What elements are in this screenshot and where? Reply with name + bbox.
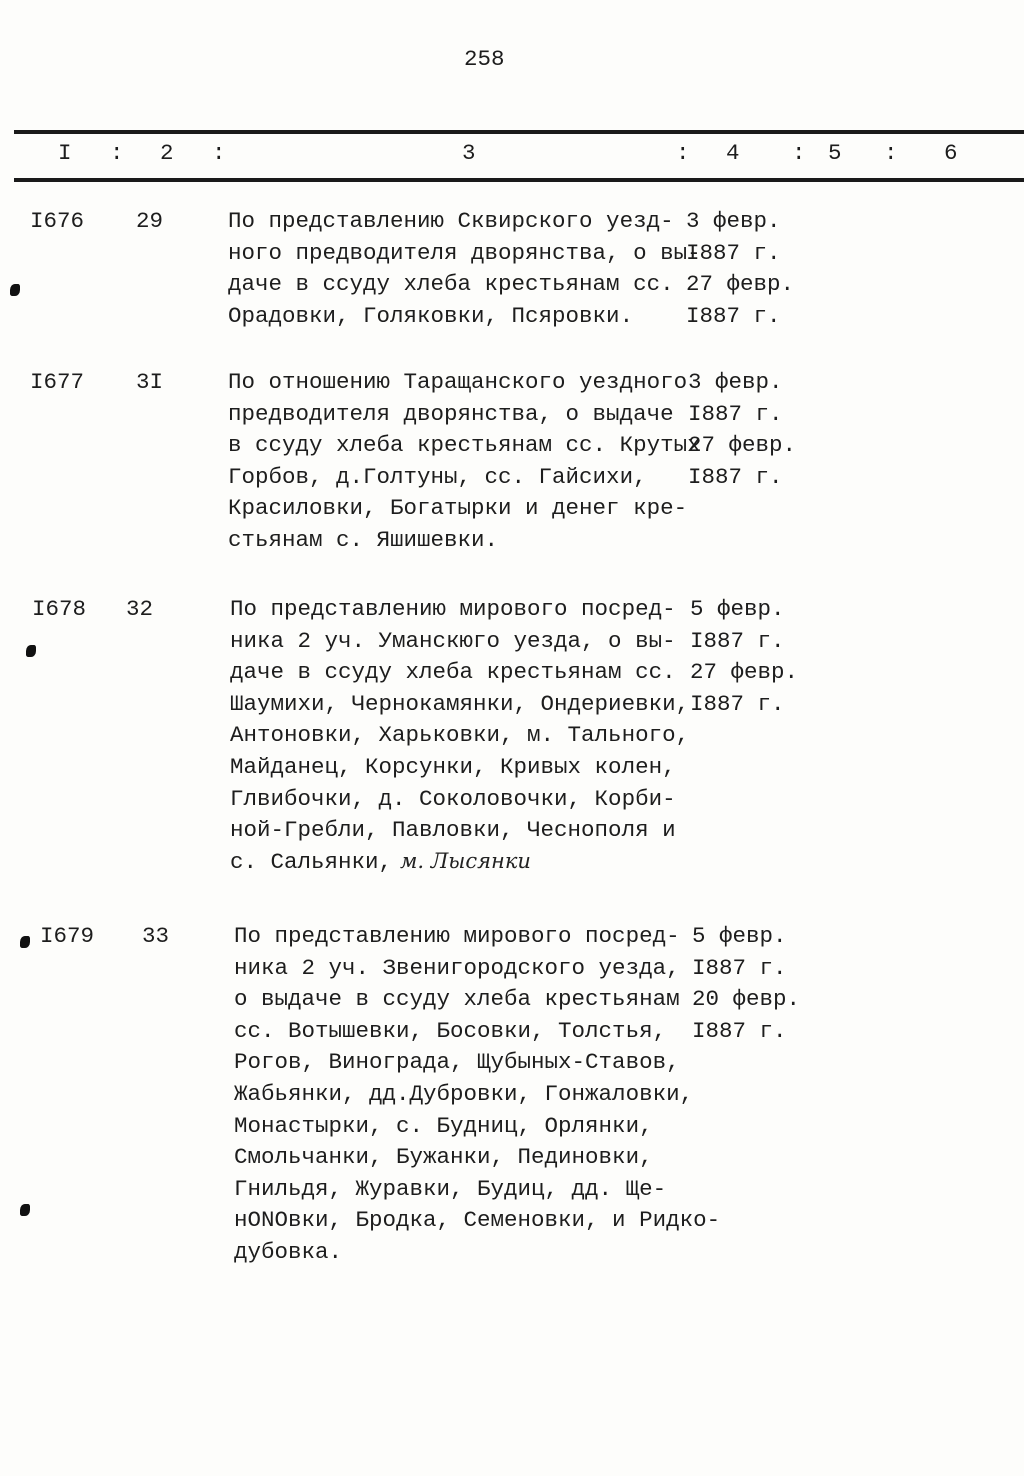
- entry-number: I679: [40, 923, 95, 949]
- description-line: о выдаче в ссуду хлеба крестьянам: [234, 986, 680, 1013]
- description-line: ника 2 уч. Звенигородского уезда,: [234, 954, 680, 981]
- description-line: Красиловки, Богатырки и денег кре-: [228, 495, 688, 522]
- description-line: Рогов, Винограда, Щубыных-Ставов,: [234, 1049, 680, 1076]
- entry-description: [228, 206, 701, 332]
- description-line: По представлению Сквирского уезд-: [228, 208, 674, 234]
- punch-mark: [20, 1204, 30, 1216]
- description-line: ника 2 уч. Уманскюго уезда, о вы-: [230, 627, 676, 654]
- entry-dates: [688, 367, 796, 493]
- description-line: По представлению мирового посред-: [230, 596, 676, 622]
- description-line: дубовка.: [234, 1238, 343, 1265]
- col-header-3: 3: [462, 140, 476, 166]
- description-line: Жабьянки, дд.Дубровки, Гонжаловки,: [234, 1080, 694, 1107]
- description-line: ного предводителя дворянства, о вы-: [228, 239, 701, 266]
- entry-description: [228, 367, 701, 557]
- date-line: 27 февр.: [686, 271, 795, 298]
- description-line: Глвибочки, д. Соколовочки, Корби-: [230, 785, 676, 812]
- col-header-1: I: [58, 140, 72, 166]
- entry-description: [234, 921, 720, 1269]
- description-line: даче в ссуду хлеба крестьянам сс.: [228, 271, 674, 298]
- col-sep: :: [676, 140, 690, 166]
- date-line: I887 г.: [688, 463, 783, 490]
- col-header-4: 4: [726, 140, 740, 166]
- col-header-2: 2: [160, 140, 174, 166]
- description-line: Шаумихи, Чернокамянки, Ондериевки,: [230, 690, 690, 717]
- description-line: Горбов, д.Голтуны, сс. Гайсихи,: [228, 463, 647, 490]
- col-sep: :: [212, 140, 226, 166]
- sheet-number: 32: [126, 596, 154, 622]
- description-line: в ссуду хлеба крестьянам сс. Крутых: [228, 432, 701, 459]
- date-line: 27 февр.: [690, 659, 799, 686]
- punch-mark: [26, 645, 36, 657]
- description-line: Орадовки, Голяковки, Псяровки.: [228, 302, 634, 329]
- description-line: нONOвки, Бродка, Семеновки, и Ридко-: [234, 1207, 721, 1234]
- date-line: 3 февр.: [686, 208, 781, 234]
- header-top-rule: [14, 130, 1024, 134]
- description-line: Монастырки, с. Будниц, Орлянки,: [234, 1112, 653, 1139]
- description-line: с. Сальянки,: [230, 848, 393, 875]
- description-line: стьянам с. Яшишевки.: [228, 526, 499, 553]
- col-sep: :: [792, 140, 806, 166]
- date-line: 5 февр.: [692, 923, 787, 949]
- handwritten-annotation: м. Лысянки: [400, 848, 531, 873]
- description-line: предводителя дворянства, о выдаче: [228, 400, 674, 427]
- date-line: 27 февр.: [688, 432, 797, 459]
- description-line: сс. Вотышевки, Босовки, Толстья,: [234, 1017, 667, 1044]
- description-line: даче в ссуду хлеба крестьянам сс.: [230, 659, 676, 686]
- col-sep: :: [110, 140, 124, 166]
- entry-number: I678: [32, 596, 87, 622]
- sheet-number: 3I: [136, 369, 164, 395]
- date-line: 20 февр.: [692, 986, 801, 1013]
- date-line: 5 февр.: [690, 596, 785, 622]
- page-number: 258: [464, 46, 505, 72]
- date-line: I887 г.: [692, 1017, 787, 1044]
- col-sep: :: [884, 140, 898, 166]
- entry-dates: [690, 594, 798, 720]
- punch-mark: [10, 284, 20, 296]
- date-line: I887 г.: [690, 627, 785, 654]
- header-bottom-rule: [14, 178, 1024, 182]
- description-line: Антоновки, Харьковки, м. Тального,: [230, 722, 690, 749]
- date-line: I887 г.: [686, 239, 781, 266]
- col-header-5: 5: [828, 140, 842, 166]
- punch-mark: [20, 936, 30, 948]
- date-line: I887 г.: [692, 954, 787, 981]
- date-line: 3 февр.: [688, 369, 783, 395]
- description-line: ной-Гребли, Павловки, Чеснополя и: [230, 817, 676, 844]
- description-line: Майданец, Корсунки, Кривых колен,: [230, 753, 676, 780]
- date-line: I887 г.: [686, 302, 781, 329]
- description-line: По отношению Таращанского уездного: [228, 369, 688, 395]
- sheet-number: 29: [136, 208, 164, 234]
- date-line: I887 г.: [690, 690, 785, 717]
- entry-dates: [692, 921, 800, 1047]
- description-line: Смольчанки, Бужанки, Пединовки,: [234, 1144, 653, 1171]
- date-line: I887 г.: [688, 400, 783, 427]
- description-line: По представлению мирового посред-: [234, 923, 680, 949]
- entry-number: I676: [30, 208, 85, 234]
- entry-number: I677: [30, 369, 85, 395]
- description-line: Гнильдя, Журавки, Будиц, дд. Ще-: [234, 1175, 667, 1202]
- entry-description: [230, 594, 689, 878]
- col-header-6: 6: [944, 140, 958, 166]
- sheet-number: 33: [142, 923, 170, 949]
- entry-dates: [686, 206, 794, 332]
